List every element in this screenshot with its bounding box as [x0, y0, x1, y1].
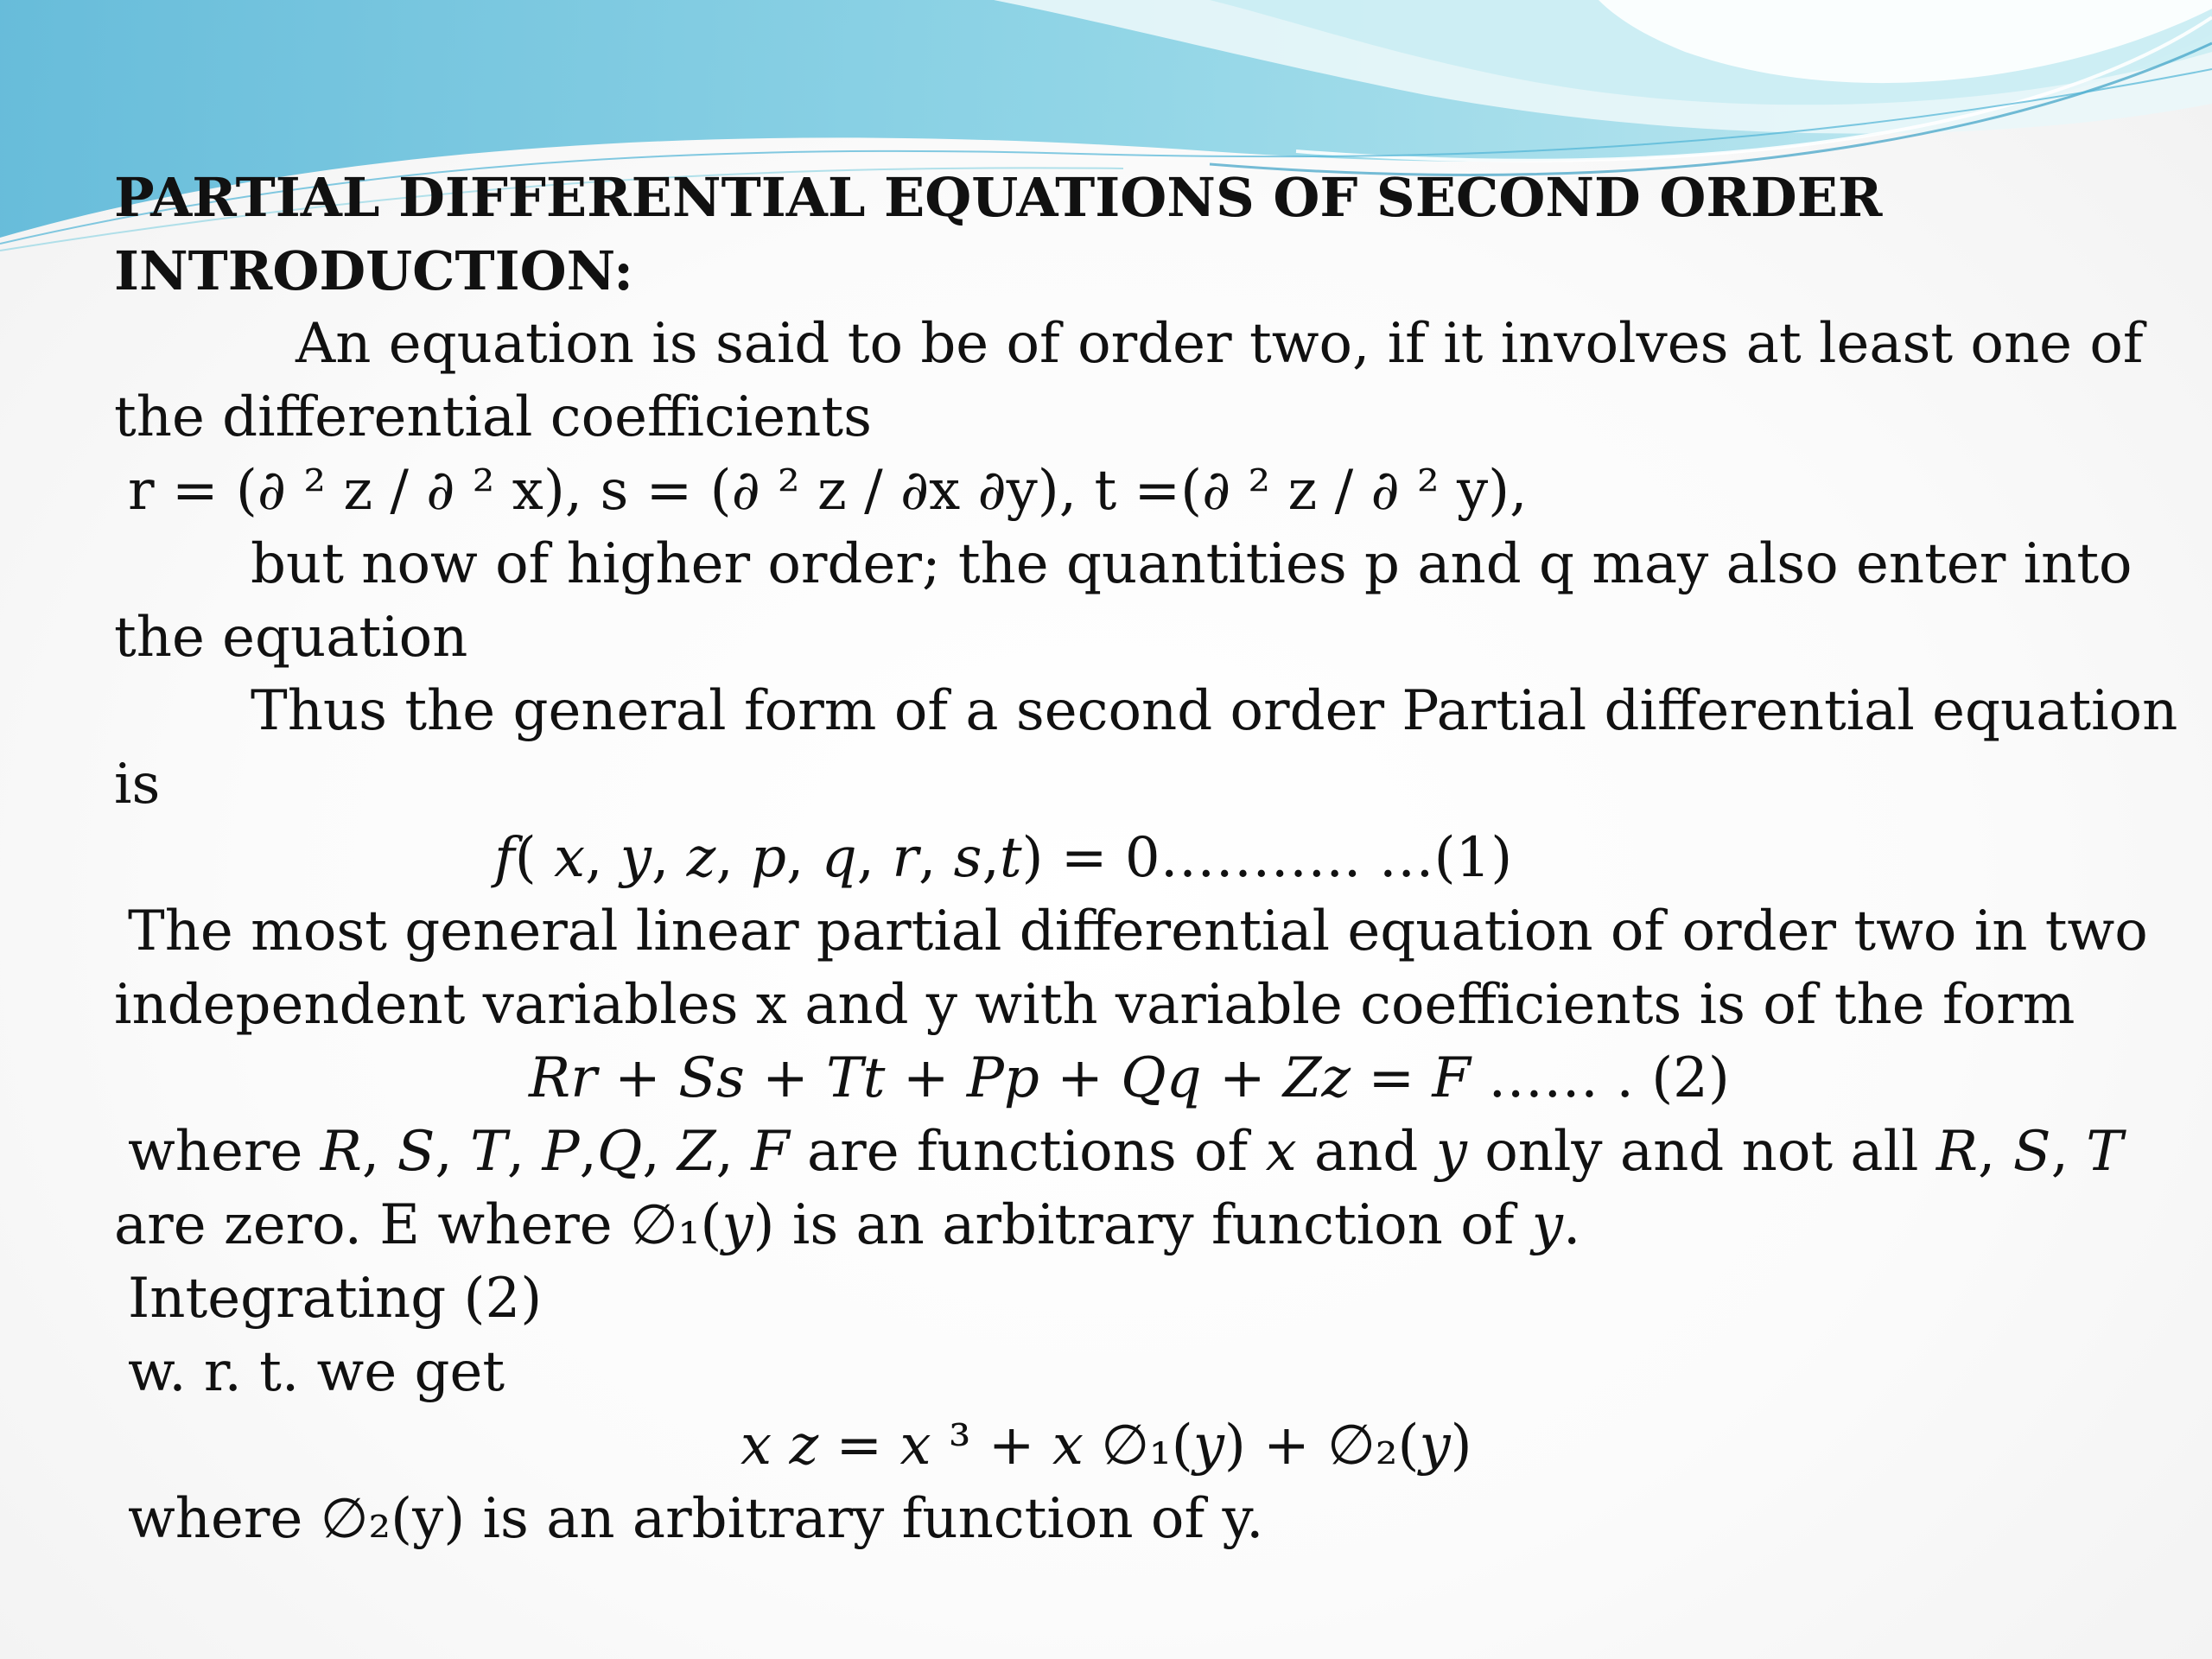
paragraph-line: where 𝑅, 𝑆, 𝑇, 𝑃,𝑄, 𝑍, 𝐹 are functions of 𝑥 and 𝑦 only and not all 𝑅, 𝑆, 𝑇	[128, 1120, 2123, 1184]
paragraph-line: Thus the general form of a second order Partial differential equation	[251, 679, 2178, 743]
paragraph-line: where ∅₂(y) is an arbitrary function of y.	[128, 1487, 1264, 1551]
paragraph-line: the equation	[114, 606, 468, 670]
equation-1: 𝑓( 𝑥, 𝑦, 𝑧, 𝑝, 𝑞, 𝑟, 𝑠,𝑡) = 0……….. …(1)	[494, 826, 1513, 890]
slide-title: PARTIAL DIFFERENTIAL EQUATIONS OF SECOND ORDER	[114, 166, 1883, 229]
slide-body	[114, 161, 2178, 1556]
equation-2: 𝑅𝑟 + 𝑆𝑠 + 𝑇𝑡 + 𝑃𝑝 + 𝑄𝑞 + 𝑍𝑧 = 𝐹 …… . (2)	[529, 1046, 1730, 1110]
equation-definitions: r = (∂ ² z / ∂ ² x), s = (∂ ² z / ∂x ∂y), t =(∂ ² z / ∂ ² y),	[128, 459, 1528, 523]
paragraph-line: independent variables x and y with variable coefficients is of the form	[114, 973, 2075, 1037]
paragraph-line: but now of higher order; the quantities p and q may also enter into	[251, 532, 2133, 596]
paragraph-line: Integrating (2)	[128, 1267, 543, 1331]
paragraph-line: An equation is said to be of order two, if it involves at least one of	[296, 312, 2144, 376]
paragraph-line: The most general linear partial differential equation of order two in two	[128, 899, 2148, 963]
paragraph-line: the differential coefficients	[114, 385, 872, 449]
paragraph-line: is	[114, 753, 161, 817]
paragraph-line: are zero. E where ∅₁(𝑦) is an arbitrary function of 𝑦.	[114, 1193, 1581, 1257]
paragraph-line: w. r. t. we get	[128, 1340, 505, 1404]
section-heading: INTRODUCTION:	[114, 239, 634, 302]
equation-3: 𝑥 𝑧 = 𝑥 ³ + 𝑥 ∅₁(𝑦) + ∅₂(𝑦)	[741, 1414, 1472, 1478]
